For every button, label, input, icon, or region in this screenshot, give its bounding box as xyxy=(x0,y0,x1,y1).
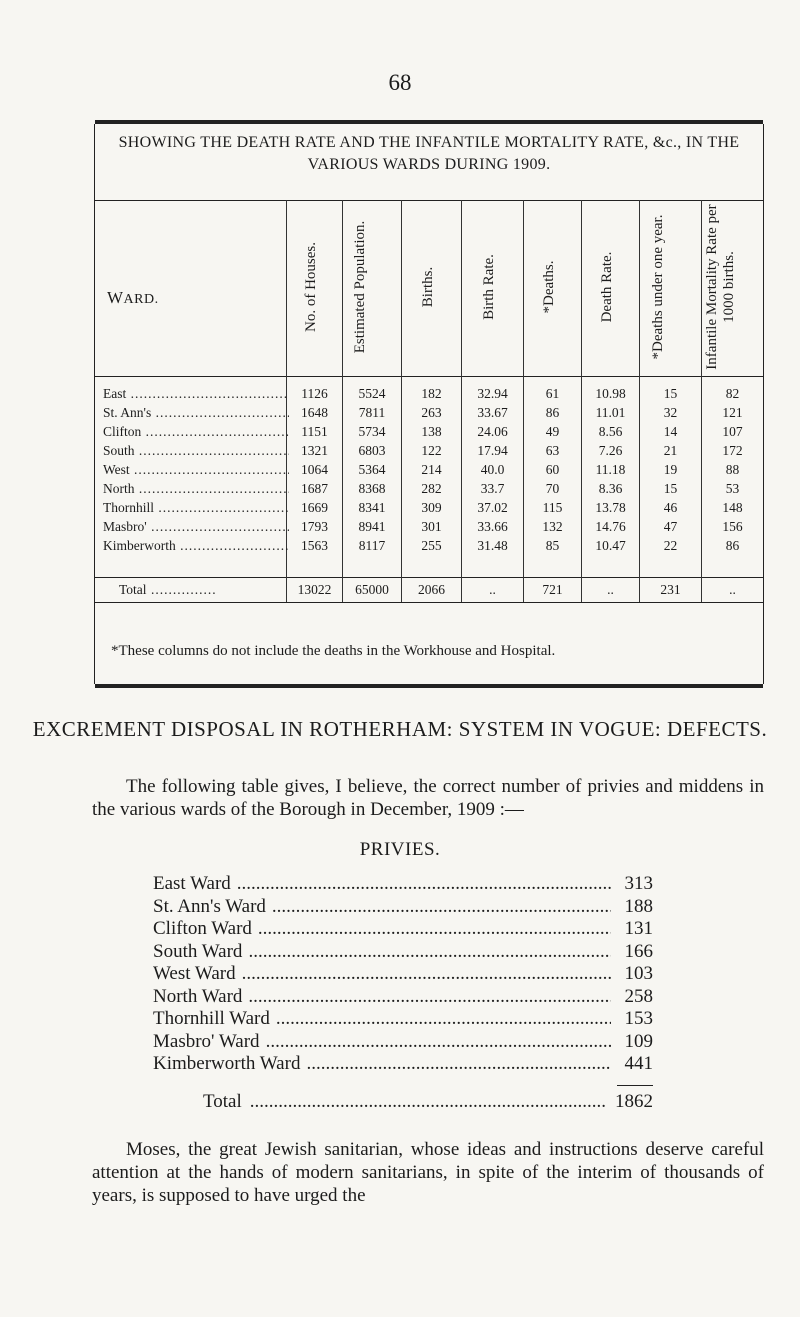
header-deaths: *Deaths. xyxy=(541,260,557,314)
header-infant-deaths: *Deaths under one year. xyxy=(650,214,666,360)
page-number: 68 xyxy=(388,70,412,95)
table-bottom-border xyxy=(95,684,763,688)
table-header-rule xyxy=(95,200,763,201)
table-total-rule-bottom xyxy=(95,602,763,603)
list-item: Clifton Ward ..... 131 xyxy=(153,918,653,941)
header-death-rate: Death Rate. xyxy=(599,251,615,323)
table-row: Kimberworth ..... 1563 8117 255 31.48 85 10.47 22 86 xyxy=(95,538,763,556)
list-item: North Ward ..... 258 xyxy=(153,986,653,1009)
table-total-rule-top xyxy=(95,577,763,578)
table-body-rule xyxy=(95,376,763,377)
privies-heading: PRIVIES. xyxy=(359,839,441,860)
privies-list xyxy=(153,873,653,1076)
table-row: St. Ann's ..... 1648 7811 263 33.67 86 11.01 32 121 xyxy=(95,405,763,423)
section-heading: EXCREMENT DISPOSAL IN ROTHERHAM: SYSTEM IN VOGUE: DEFECTS. xyxy=(32,717,768,741)
header-population: Estimated Population. xyxy=(352,220,368,354)
header-birth-rate: Birth Rate. xyxy=(481,254,497,320)
header-houses: No. of Houses. xyxy=(303,242,319,332)
table-top-border xyxy=(95,120,763,124)
table-total-row: Total ..... 13022 65000 2066 .. 721 .. 231 .. xyxy=(95,582,763,600)
list-item: Kimberworth Ward ..... 441 xyxy=(153,1053,653,1076)
table-footnote: *These columns do not include the deaths in the Workhouse and Hospital. xyxy=(111,643,556,659)
list-item: South Ward ..... 166 xyxy=(153,941,653,964)
table-row: Clifton ..... 1151 5734 138 24.06 49 8.56 14 107 xyxy=(95,424,763,442)
mortality-table xyxy=(94,124,764,684)
table-row: North ..... 1687 8368 282 33.7 70 8.36 15 53 xyxy=(95,481,763,499)
ward-column-header: WARD. xyxy=(107,288,159,307)
table-row: West ..... 1064 5364 214 40.0 60 11.18 19 88 xyxy=(95,462,763,480)
privies-total-value: 1862 xyxy=(615,1091,653,1112)
privies-total-rule xyxy=(617,1085,653,1086)
table-title: SHOWING THE DEATH RATE AND THE INFANTILE MORTALITY RATE, &c., IN THE VARIOUS WARDS DURING 1909. xyxy=(118,134,740,173)
intro-paragraph: The following table gives, I believe, the correct number of privies and middens in the various wards of the Borough in December, 1909 :— xyxy=(92,776,764,820)
table-row: Thornhill ..... 1669 8341 309 37.02 115 13.78 46 148 xyxy=(95,500,763,518)
list-item: West Ward ..... 103 xyxy=(153,963,653,986)
list-item: East Ward ..... 313 xyxy=(153,873,653,896)
header-infant-mortality: Infantile Mortality Rate per 1000 births. xyxy=(704,204,737,370)
header-births: Births. xyxy=(420,266,436,308)
table-row: South ..... 1321 6803 122 17.94 63 7.26 21 172 xyxy=(95,443,763,461)
privies-total-label: Total xyxy=(203,1091,242,1112)
table-row: Masbro' ..... 1793 8941 301 33.66 132 14.76 47 156 xyxy=(95,519,763,537)
closing-paragraph: Moses, the great Jewish sanitarian, whose ideas and instructions deserve careful attention at the hands of modern sanitarians, in spite of the interim of thousands of years, is supposed to have urged the xyxy=(92,1139,764,1206)
list-item: St. Ann's Ward ..... 188 xyxy=(153,896,653,919)
list-item: Masbro' Ward ..... 109 xyxy=(153,1031,653,1054)
list-item: Thornhill Ward ..... 153 xyxy=(153,1008,653,1031)
table-row: East ..... 1126 5524 182 32.94 61 10.98 15 82 xyxy=(95,386,763,404)
privies-total xyxy=(203,1091,653,1113)
